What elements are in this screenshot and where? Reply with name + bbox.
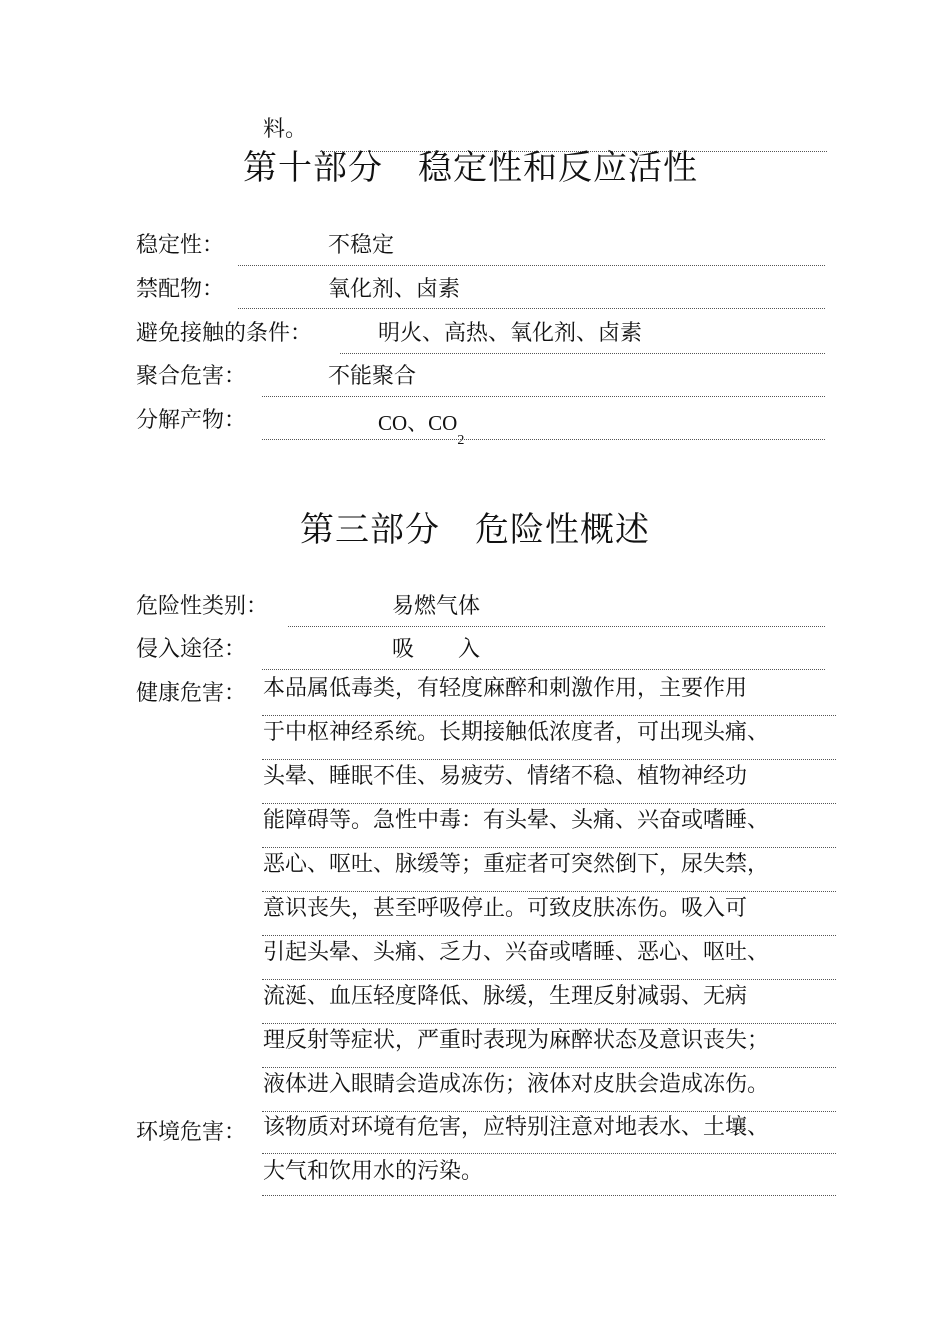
text-line: 流涎、血压轻度降低、脉缓，生理反射减弱、无病 [263, 984, 748, 1009]
section10-title: 第十部分 稳定性和反应活性 [243, 148, 698, 188]
text-line: 意识丧失，甚至呼吸停止。可致皮肤冻伤。吸入可 [263, 896, 748, 921]
value-incompatible: 氧化剂、卤素 [328, 277, 461, 302]
fill-line [262, 803, 836, 804]
label-environment-hazard: 环境危害： [136, 1120, 247, 1145]
fill-line [340, 353, 825, 354]
continued-text: 料。 [263, 117, 308, 142]
fill-line [262, 935, 836, 936]
label-decomposition: 分解产物： [136, 408, 247, 433]
fill-line [262, 396, 825, 397]
text-line: 液体进入眼睛会造成冻伤；液体对皮肤会造成冻伤。 [263, 1072, 770, 1097]
fill-line [262, 979, 836, 980]
health-hazard-text [263, 667, 769, 1107]
fill-line [262, 1195, 836, 1196]
fill-line [262, 1067, 836, 1068]
label-stability: 稳定性： [136, 233, 225, 258]
fill-line [262, 1153, 836, 1154]
fill-line [262, 891, 836, 892]
fill-line [238, 265, 825, 266]
value-avoid-conditions: 明火、高热、氧化剂、卤素 [378, 321, 643, 346]
fill-line [262, 1023, 836, 1024]
text-line: 于中枢神经系统。长期接触低浓度者，可出现头痛、 [263, 720, 770, 745]
text-line: 大气和饮用水的污染。 [263, 1159, 484, 1184]
value-stability: 不稳定 [328, 233, 395, 258]
value-polymerization: 不能聚合 [328, 364, 417, 389]
fill-line [262, 715, 836, 716]
fill-line [262, 439, 825, 440]
label-avoid-conditions: 避免接触的条件： [136, 321, 313, 346]
fill-line [288, 626, 825, 627]
section3-title: 第三部分 危险性概述 [300, 510, 650, 550]
fill-line [262, 847, 836, 848]
text-line: 引起头晕、头痛、乏力、兴奋或嗜睡、恶心、呕吐、 [263, 940, 770, 965]
fill-line [238, 308, 825, 309]
label-polymerization: 聚合危害： [136, 364, 247, 389]
label-hazard-class: 危险性类别： [136, 594, 269, 619]
text-line: 本品属低毒类，有轻度麻醉和刺激作用，主要作用 [263, 676, 748, 701]
text-line: 理反射等症状，严重时表现为麻醉状态及意识丧失； [263, 1028, 770, 1053]
label-incompatible: 禁配物： [136, 277, 225, 302]
label-entry-route: 侵入途径： [136, 637, 247, 662]
value-hazard-class: 易燃气体 [392, 594, 481, 619]
environment-hazard-text [263, 1106, 769, 1194]
subscript: 2 [457, 433, 465, 448]
text-line: 能障碍等。急性中毒：有头晕、头痛、兴奋或嗜睡、 [263, 808, 770, 833]
fill-line [262, 759, 836, 760]
value-entry-route: 吸 入 [392, 637, 481, 662]
value-decomposition: CO、$CO_2$ [378, 411, 465, 448]
text-line: 头晕、睡眠不佳、易疲劳、情绪不稳、植物神经功 [263, 764, 748, 789]
text-line: 该物质对环境有危害，应特别注意对地表水、土壤、 [263, 1115, 770, 1140]
text-line: 恶心、呕吐、脉缓等；重症者可突然倒下，尿失禁， [263, 852, 770, 877]
label-health-hazard: 健康危害： [136, 681, 247, 706]
